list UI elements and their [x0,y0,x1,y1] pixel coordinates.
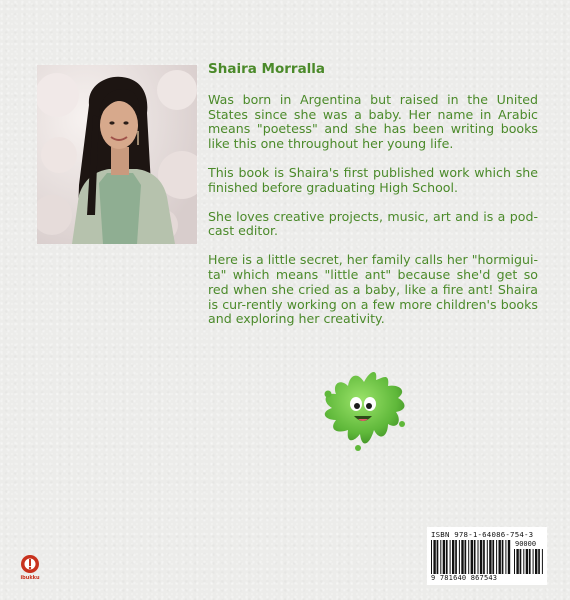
barcode-bar [523,549,524,574]
barcode-bar [538,549,540,574]
barcode-bar [480,540,482,574]
barcode-bar [461,540,463,574]
ean-barcode-bars [431,540,513,574]
barcode-bar [446,540,448,574]
barcode-bar [471,540,473,574]
barcode-bar [468,540,469,574]
barcode-bar [499,540,501,574]
barcode-bar [542,549,543,574]
barcode-bar [502,540,504,574]
barcode-bar [496,540,497,574]
barcode-bar [516,549,518,574]
isbn-text: ISBN 978-1-64086-754-3 [431,530,534,539]
green-splat-icon [318,364,410,454]
barcode-bar [440,540,441,574]
barcode-addon-number: 90000 [515,540,537,548]
author-bio [208,62,538,341]
bio-paragraph-3: She loves creative projects, music, art and is a pod-cast editor. [208,208,538,239]
barcode-bar [533,549,534,574]
barcode-bar [465,540,467,574]
barcode-bar [526,549,528,574]
addon-barcode-bars [514,549,544,574]
isbn-barcode [427,527,547,585]
barcode-bar [431,540,432,574]
barcode-bar [492,540,494,574]
barcode-bar [529,549,531,574]
publisher-logo-icon [14,553,46,587]
barcode-bar [489,540,491,574]
barcode-bar [487,540,488,574]
author-name: Shaira Morralla [208,61,326,77]
barcode-bar [452,540,454,574]
barcode-bar [437,540,439,574]
barcode-bar [443,540,445,574]
barcode-bar [478,540,479,574]
author-portrait-illustration [37,65,197,244]
barcode-bar [520,549,522,574]
barcode-bar [459,540,460,574]
barcode-bar [508,540,510,574]
barcode-bar [514,549,515,574]
barcode-bar [535,549,537,574]
barcode-bar [433,540,435,574]
barcode-bar [474,540,476,574]
bio-paragraph-4: Here is a little secret, her family calls her "hormigui-ta" which means "little ant" because she'd get so red when she cried as a baby, like a fire ant! Shaira is cur-rently working on a few more children's books and exploring her creativity. [208,252,538,327]
bio-paragraph-2: This book is Shaira's first published work which she finished before graduating High School. [208,164,538,195]
barcode-bar [505,540,506,574]
publisher-name: ibukku [20,575,40,581]
bio-paragraph-1: Was born in Argentina but raised in the United States since she was a baby. Her name in Arabic means "poetess" and she has been writing books like this one throughout her young life. [208,91,538,152]
barcode-bar [455,540,457,574]
barcode-bar [450,540,451,574]
author-photo [37,65,197,244]
barcode-bar [483,540,485,574]
ean-digits: 9 781640 867543 [431,574,498,582]
